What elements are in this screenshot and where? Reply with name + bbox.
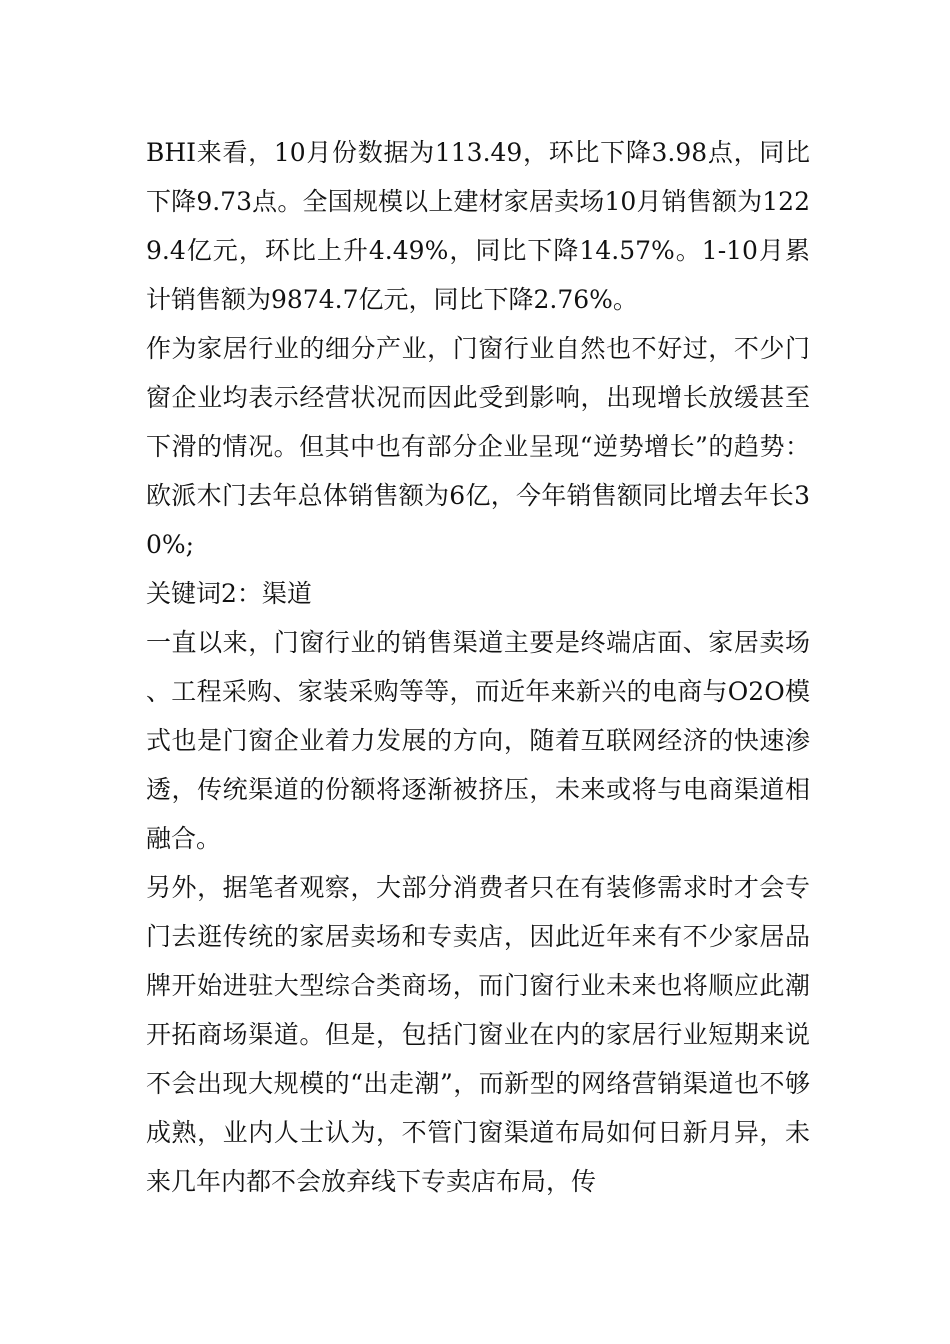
paragraph-sales-channels: 一直以来，门窗行业的销售渠道主要是终端店面、家居卖场、工程采购、家装采购等等，而近年来新兴的电商与O2O模式也是门窗企业着力发展的方向，随着互联网经济的快速渗透，传统渠道的份额将逐渐被挤压，未来或将与电商渠道相融合。	[146, 628, 810, 853]
paragraph-bhi-sales: BHI来看，10月份数据为113.49，环比下降3.98点，同比下降9.73点。全国规模以上建材家居卖场10月销售额为1229.4亿元，环比上升4.49%，同比下降14.57%。1-10月累计销售额为9874.7亿元，同比下降2.76%。	[146, 138, 810, 314]
document-body	[146, 128, 810, 1206]
paragraph-channel-outlook: 另外，据笔者观察，大部分消费者只在有装修需求时才会专门去逛传统的家居卖场和专卖店，因此近年来有不少家居品牌开始进驻大型综合类商场，而门窗行业未来也将顺应此潮开拓商场渠道。但是，包括门窗业在内的家居行业短期来说不会出现大规模的“出走潮”，而新型的网络营销渠道也不够成熟，业内人士认为，不管门窗渠道布局如何日新月异，未来几年内都不会放弃线下专卖店布局，传	[146, 873, 810, 1196]
section-heading-keyword-2: 关键词2：渠道	[146, 579, 312, 608]
paragraph-industry-impact: 作为家居行业的细分产业，门窗行业自然也不好过，不少门窗企业均表示经营状况而因此受到影响，出现增长放缓甚至下滑的情况。但其中也有部分企业呈现“逆势增长”的趋势：欧派木门去年总体销售额为6亿，今年销售额同比增去年长30%;	[146, 334, 810, 559]
